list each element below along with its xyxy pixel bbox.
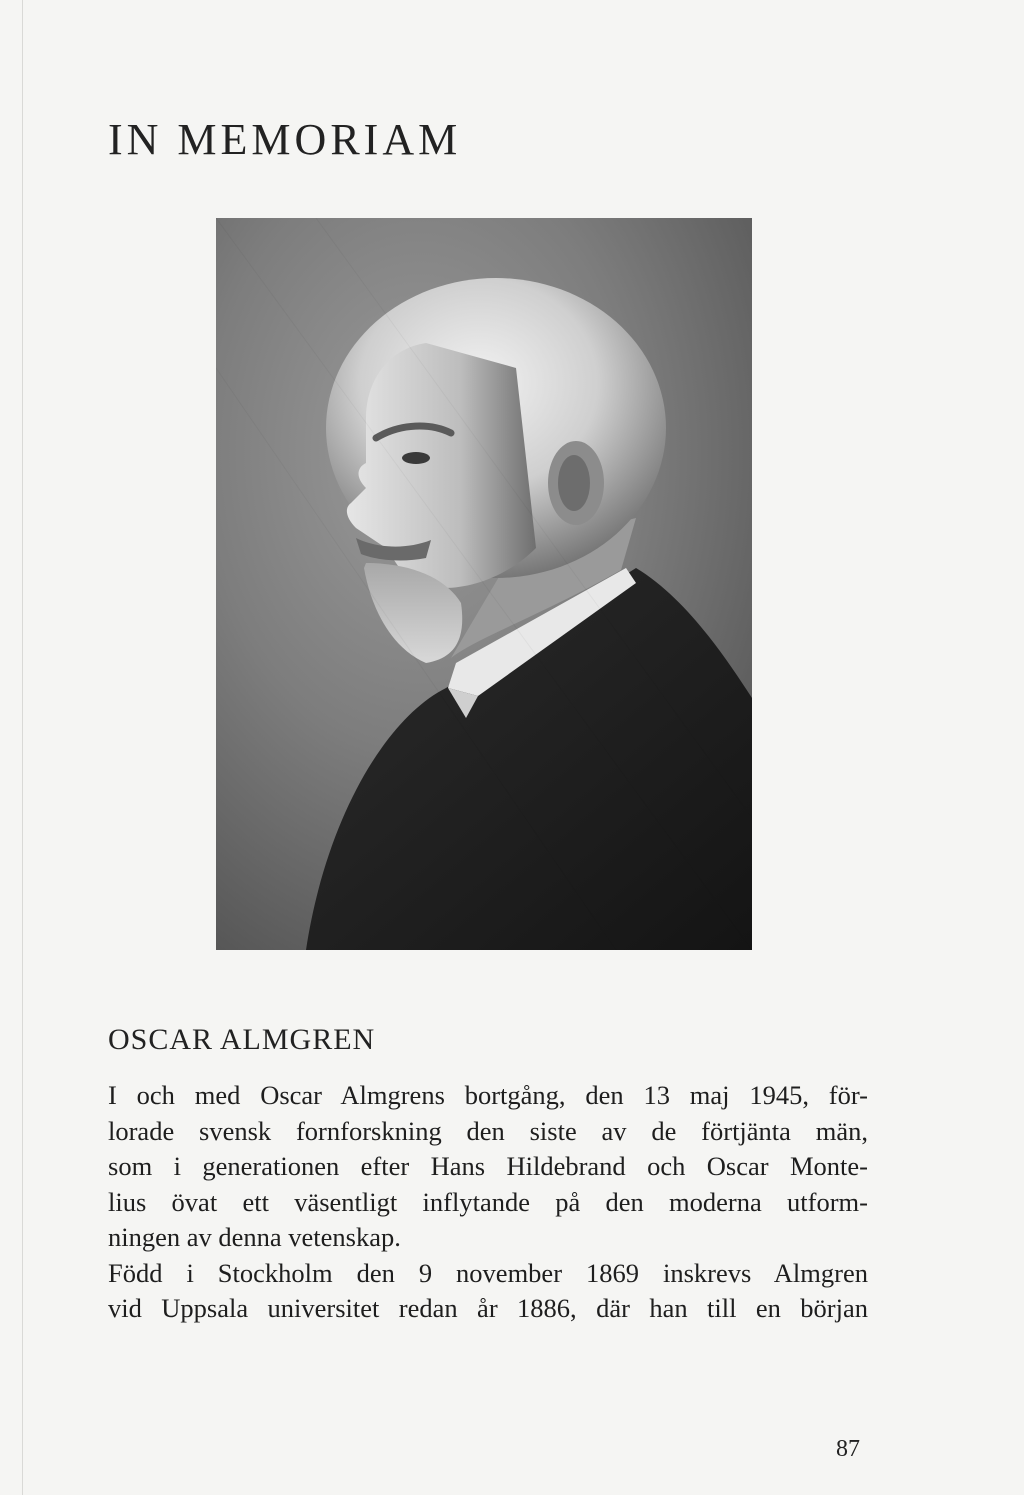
page-number: 87: [836, 1436, 860, 1462]
article-body: [108, 1078, 868, 1327]
text-line: I och med Oscar Almgrens bortgång, den 13 maj 1945, för-: [108, 1080, 868, 1110]
text-line: vid Uppsala universitet redan år 1886, där han till en början: [108, 1293, 868, 1323]
paragraph-1: [108, 1078, 868, 1256]
text-line: ningen av denna vetenskap.: [108, 1222, 401, 1252]
portrait-photo: [216, 218, 752, 950]
paragraph-2: [108, 1256, 868, 1327]
text-line: lius övat ett väsentligt inflytande på den moderna utform-: [108, 1186, 868, 1217]
text-line: lorade svensk fornforskning den siste av de förtjänta män,: [108, 1115, 868, 1146]
article-subheading: OSCAR ALMGREN: [108, 1023, 376, 1056]
text-line: som i generationen efter Hans Hildebrand och Oscar Monte-: [108, 1151, 868, 1181]
text-line: Född i Stockholm den 9 november 1869 inskrevs Almgren: [108, 1257, 868, 1288]
portrait-photo-icon: [216, 218, 752, 950]
page-heading: IN MEMORIAM: [108, 115, 462, 164]
page-edge: [22, 0, 23, 1495]
